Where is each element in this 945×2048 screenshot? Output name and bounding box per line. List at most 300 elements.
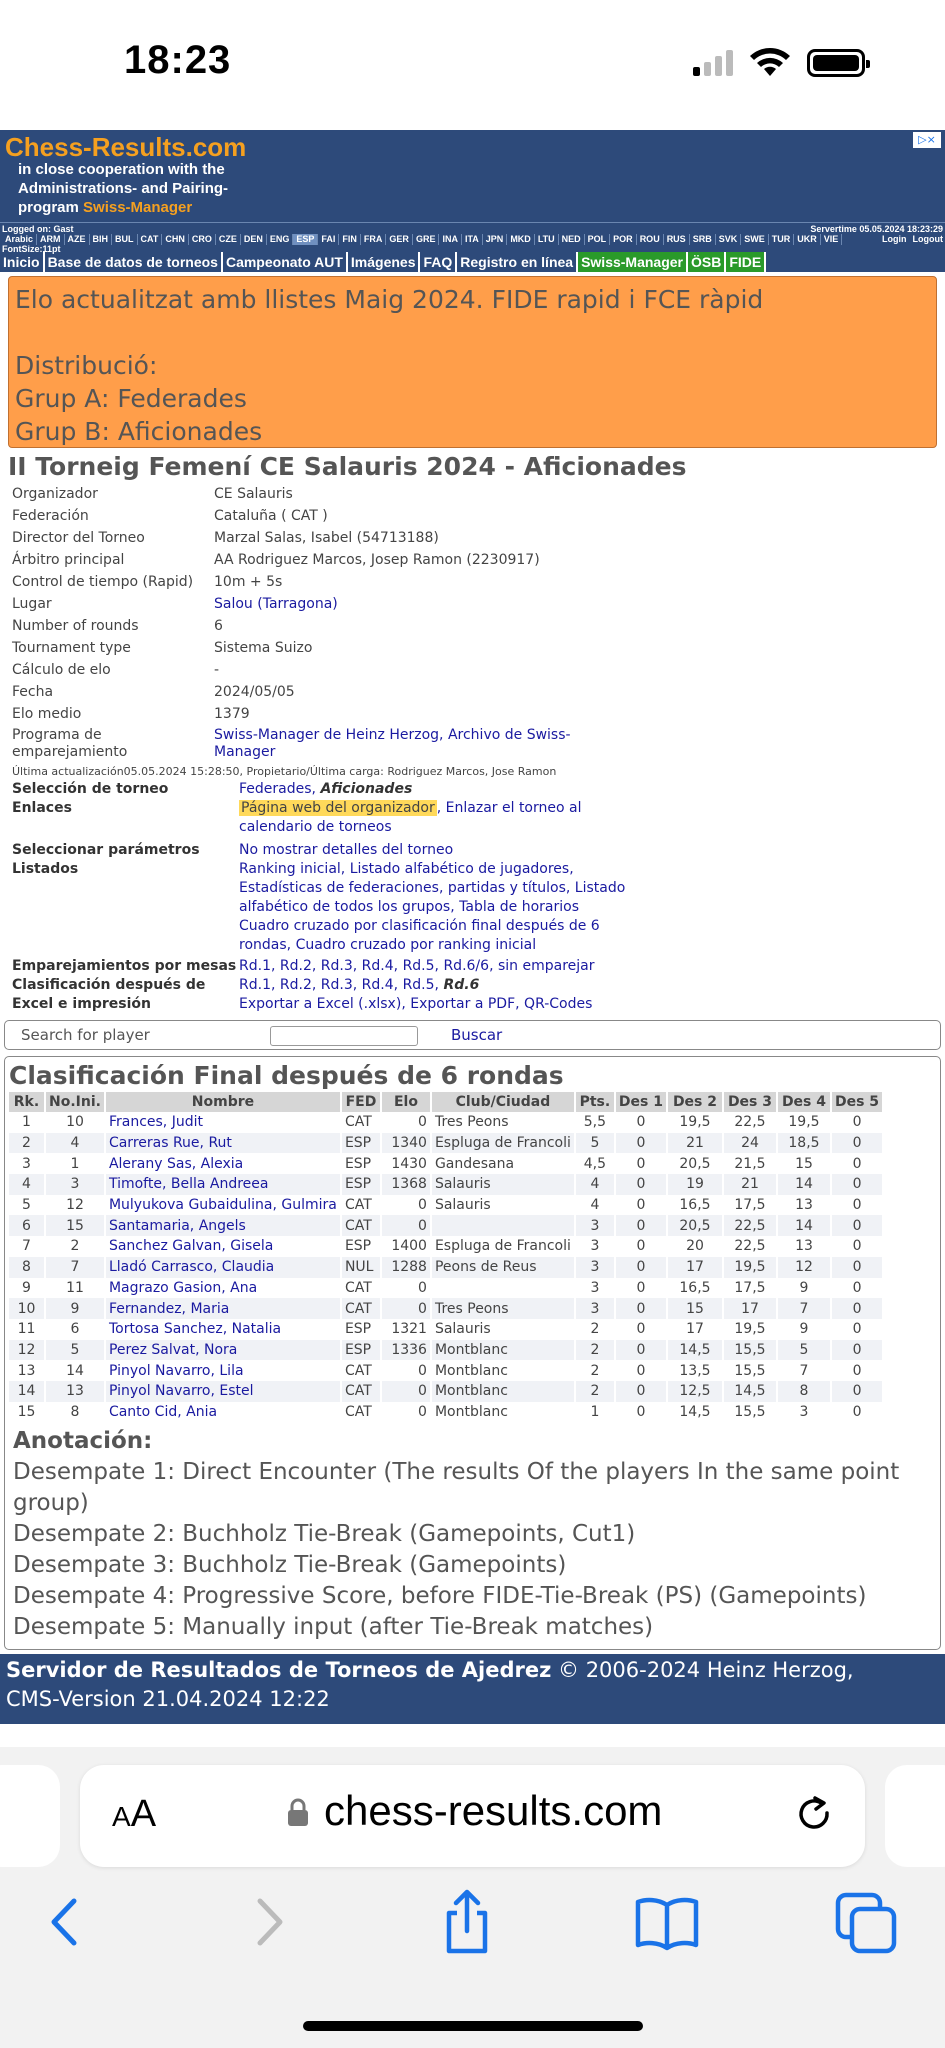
table-cell: 12,5 <box>667 1381 723 1402</box>
info-value: Cataluña ( CAT ) <box>214 508 328 524</box>
bookmarks-icon[interactable] <box>632 1887 702 1957</box>
table-cell: 1288 <box>381 1257 431 1278</box>
table-cell: 16,5 <box>667 1278 723 1299</box>
initial-ranking-link[interactable]: Ranking inicial <box>239 861 341 877</box>
login-link[interactable]: Login <box>882 234 907 244</box>
standings-round-link[interactable]: Rd.4 <box>361 977 394 993</box>
column-header: Nombre <box>105 1092 341 1112</box>
ad-choices-icon[interactable]: ▷× <box>913 132 941 148</box>
table-cell: 7 <box>777 1360 831 1381</box>
nav-item-4[interactable]: FAQ <box>420 252 457 272</box>
table-cell: 21,5 <box>723 1153 777 1174</box>
info-value: 6 <box>214 618 223 634</box>
table-row <box>9 1257 883 1278</box>
search-button[interactable]: Buscar <box>451 1026 503 1044</box>
table-cell: Salauris <box>431 1174 575 1195</box>
info-label: Lugar <box>12 596 52 612</box>
player-name-link[interactable]: Timofte, Bella Andreea <box>105 1174 341 1195</box>
info-value: - <box>214 662 220 678</box>
table-cell: 1321 <box>381 1319 431 1340</box>
standings-round-link[interactable]: Rd.5 <box>402 977 435 993</box>
info-value: Sistema Suizo <box>214 640 313 656</box>
info-row <box>8 615 945 637</box>
table-cell: 0 <box>831 1195 883 1216</box>
table-cell: 10 <box>9 1298 45 1319</box>
tiebreak-line: Desempate 1: Direct Encounter (The results Of the players In the same point group) <box>13 1459 900 1517</box>
table-cell: 0 <box>831 1340 883 1361</box>
export-link[interactable]: Exportar a Excel (.xlsx) <box>239 996 402 1012</box>
table-cell: 3 <box>575 1215 615 1236</box>
language-chn[interactable]: CHN <box>162 234 189 245</box>
tournament-details <box>8 483 945 763</box>
table-cell: Espluga de Francoli <box>431 1133 575 1154</box>
table-cell: 14 <box>45 1360 105 1381</box>
export-link[interactable]: QR-Codes <box>524 996 593 1012</box>
table-row <box>9 1215 883 1236</box>
table-cell: 2 <box>575 1381 615 1402</box>
back-icon[interactable] <box>32 1887 102 1957</box>
table-cell: 9 <box>45 1298 105 1319</box>
table-cell: 0 <box>831 1319 883 1340</box>
nav-green-item-1[interactable]: ÖSB <box>688 252 726 272</box>
crosstable-final-link[interactable]: Cuadro cruzado por clasificación final después de 6 <box>239 918 600 934</box>
table-cell: 14,5 <box>723 1381 777 1402</box>
language-vie[interactable]: VIE <box>821 234 843 245</box>
crosstable-initial-link[interactable]: Cuadro cruzado por ranking inicial <box>295 937 537 953</box>
venue-link[interactable]: Salou (Tarragona) <box>214 596 338 612</box>
table-cell: 14,5 <box>667 1340 723 1361</box>
pairing-round-link[interactable]: Rd.1 <box>239 958 271 974</box>
nav-item-5[interactable]: Registro en línea <box>457 252 578 272</box>
column-header: Pts. <box>575 1092 615 1112</box>
table-cell: 0 <box>381 1195 431 1216</box>
table-cell: 6 <box>45 1319 105 1340</box>
player-name-link[interactable]: Tortosa Sanchez, Natalia <box>105 1319 341 1340</box>
table-cell: 14,5 <box>667 1402 723 1423</box>
table-cell: Tres Peons <box>431 1112 575 1133</box>
table-cell: 21 <box>723 1174 777 1195</box>
pairings-row: Emparejamientos por mesas Rd.1, Rd.2, Rd.3, Rd.4, Rd.5, Rd.6/6, sin emparejar <box>12 958 595 974</box>
table-cell: 17 <box>667 1257 723 1278</box>
language-jpn[interactable]: JPN <box>483 234 508 245</box>
table-cell: Salauris <box>431 1195 575 1216</box>
table-cell: 13 <box>777 1236 831 1257</box>
table-cell: 13,5 <box>667 1360 723 1381</box>
table-cell: 15 <box>667 1298 723 1319</box>
lists-row: Listados Ranking inicial, Listado alfabético de jugadores, Estadísticas de federaciones, partidas y títulos, Listado alfabético de todos los grupos, Tabla de horarios Cuadro cruzado por clasificación final después de 6 rondas, Cuadro cruzado por ranking inicial <box>12 860 945 955</box>
language-bar <box>2 234 842 245</box>
table-cell: ESP <box>341 1319 381 1340</box>
language-cro[interactable]: CRO <box>189 234 216 245</box>
language-rus[interactable]: RUS <box>664 234 690 245</box>
table-cell: Montblanc <box>431 1360 575 1381</box>
pairing-round-link[interactable]: Rd.6/6 <box>443 958 490 974</box>
web-page <box>0 130 945 1747</box>
table-cell: 0 <box>381 1112 431 1133</box>
table-cell: 0 <box>615 1153 667 1174</box>
table-cell: 3 <box>575 1236 615 1257</box>
table-cell: 15,5 <box>723 1340 777 1361</box>
column-header: Elo <box>381 1092 431 1112</box>
player-name-link[interactable]: Lladó Carrasco, Claudia <box>105 1257 341 1278</box>
table-cell: 0 <box>615 1278 667 1299</box>
table-cell: 0 <box>381 1215 431 1236</box>
table-cell: 0 <box>831 1236 883 1257</box>
table-cell: 2 <box>45 1236 105 1257</box>
language-aze[interactable]: AZE <box>65 234 90 245</box>
language-por[interactable]: POR <box>610 234 637 245</box>
table-cell: 2 <box>575 1319 615 1340</box>
standings-after-row: Clasificación después de Rd.1, Rd.2, Rd.3, Rd.4, Rd.5, Rd.6 <box>12 977 480 993</box>
table-row <box>9 1278 883 1299</box>
table-cell: 3 <box>575 1257 615 1278</box>
pairing-round-link[interactable]: Rd.4 <box>361 958 394 974</box>
table-cell: 0 <box>615 1133 667 1154</box>
table-cell: 0 <box>615 1195 667 1216</box>
table-cell: Montblanc <box>431 1381 575 1402</box>
table-cell: 19 <box>667 1174 723 1195</box>
forward-icon[interactable] <box>232 1887 302 1957</box>
info-value: 2024/05/05 <box>214 684 295 700</box>
column-header: FED <box>341 1092 381 1112</box>
table-cell: 1340 <box>381 1133 431 1154</box>
column-header: Des 3 <box>723 1092 777 1112</box>
table-cell: 10 <box>45 1112 105 1133</box>
player-name-link[interactable]: Santamaria, Angels <box>105 1215 341 1236</box>
reload-icon[interactable] <box>795 1795 835 1837</box>
table-cell: 5 <box>777 1340 831 1361</box>
info-row <box>8 681 945 703</box>
standings-title: Clasificación Final después de 6 rondas <box>9 1061 564 1090</box>
table-row <box>9 1381 883 1402</box>
table-cell: 0 <box>381 1298 431 1319</box>
tournament-title: II Torneig Femení CE Salauris 2024 - Aficionades <box>8 452 687 481</box>
schedule-link[interactable]: Tabla de horarios <box>459 899 579 915</box>
links-row: Enlaces Página web del organizador , Enlazar el torneo al calendario de torneos <box>12 800 582 835</box>
status-bar <box>0 0 945 130</box>
table-cell: 1400 <box>381 1236 431 1257</box>
table-cell: 15 <box>9 1402 45 1423</box>
table-cell: Montblanc <box>431 1402 575 1423</box>
table-cell: 17 <box>667 1319 723 1340</box>
table-cell: 3 <box>575 1278 615 1299</box>
alpha-groups-link[interactable]: Listado <box>574 880 626 896</box>
wifi-icon <box>749 48 791 78</box>
language-eng[interactable]: ENG <box>267 234 294 245</box>
table-cell: 11 <box>45 1278 105 1299</box>
table-row <box>9 1133 883 1154</box>
player-name-link[interactable]: Mulyukova Gubaidulina, Gulmira <box>105 1195 341 1216</box>
previous-tab-preview[interactable] <box>0 1765 60 1867</box>
info-label: Number of rounds <box>12 618 139 634</box>
table-cell: 14 <box>777 1174 831 1195</box>
table-cell: 0 <box>615 1381 667 1402</box>
federation-stats-link[interactable]: Estadísticas de federaciones, partidas y títulos <box>239 880 566 896</box>
logged-on-text: Logged on: Gast <box>2 224 74 234</box>
table-cell: 0 <box>615 1257 667 1278</box>
language-ukr[interactable]: UKR <box>794 234 821 245</box>
tabs-icon[interactable] <box>832 1887 902 1957</box>
pairing-round-link[interactable]: Rd.3 <box>320 958 353 974</box>
language-pol[interactable]: POL <box>585 234 611 245</box>
language-esp[interactable]: ESP <box>293 234 318 245</box>
annotation-heading: Anotación: <box>13 1428 153 1455</box>
info-row <box>8 703 945 725</box>
site-logo[interactable]: Chess-Results.com <box>5 132 247 162</box>
table-cell: 2 <box>9 1133 45 1154</box>
table-row <box>9 1402 883 1423</box>
info-value: Marzal Salas, Isabel (54713188) <box>214 530 439 546</box>
table-row <box>9 1360 883 1381</box>
info-value: 1379 <box>214 706 250 722</box>
nav-green-item-0[interactable]: Swiss-Manager <box>578 252 688 272</box>
column-header: Des 2 <box>667 1092 723 1112</box>
address-bar[interactable] <box>80 1765 865 1867</box>
player-name-link[interactable]: Sanchez Galvan, Gisela <box>105 1236 341 1257</box>
table-row <box>9 1174 883 1195</box>
table-cell: 18,5 <box>777 1133 831 1154</box>
main-navigation <box>0 252 945 272</box>
column-header: No.Ini. <box>45 1092 105 1112</box>
table-cell: 19,5 <box>667 1112 723 1133</box>
player-name-link[interactable]: Frances, Judit <box>105 1112 341 1133</box>
table-row <box>9 1298 883 1319</box>
player-name-link[interactable]: Fernandez, Maria <box>105 1298 341 1319</box>
language-den[interactable]: DEN <box>241 234 267 245</box>
table-cell: 0 <box>615 1360 667 1381</box>
table-cell: 0 <box>381 1381 431 1402</box>
language-fin[interactable]: FIN <box>339 234 361 245</box>
info-row <box>8 505 945 527</box>
table-cell: 19,5 <box>723 1257 777 1278</box>
player-name-link[interactable]: Perez Salvat, Nora <box>105 1340 341 1361</box>
info-row <box>8 527 945 549</box>
table-cell: 0 <box>831 1153 883 1174</box>
table-cell: 0 <box>381 1278 431 1299</box>
player-name-link[interactable]: Carreras Rue, Rut <box>105 1133 341 1154</box>
table-cell: 0 <box>831 1174 883 1195</box>
nav-item-1[interactable]: Base de datos de torneos <box>45 252 223 272</box>
table-cell: 20 <box>667 1236 723 1257</box>
unpaired-link[interactable]: sin emparejar <box>497 958 595 974</box>
organizer-website-link[interactable]: Página web del organizador <box>241 800 435 816</box>
table-row <box>9 1153 883 1174</box>
table-cell: 13 <box>45 1381 105 1402</box>
player-name-link[interactable]: Magrazo Gasion, Ana <box>105 1278 341 1299</box>
table-cell: 7 <box>9 1236 45 1257</box>
lock-icon <box>287 1797 309 1827</box>
last-update-text: Última actualización05.05.2024 15:28:50, Propietario/Última carga: Rodriguez Marcos, Jose Ramon <box>12 765 557 778</box>
alpha-players-link[interactable]: Listado alfabético de jugadores <box>349 861 570 877</box>
info-label: Cálculo de elo <box>12 662 111 678</box>
table-cell: CAT <box>341 1112 381 1133</box>
fontsize-text[interactable]: FontSize:11pt <box>2 244 61 254</box>
table-cell: 15,5 <box>723 1360 777 1381</box>
nav-item-2[interactable]: Campeonato AUT <box>223 252 348 272</box>
player-name-link[interactable]: Alerany Sas, Alexia <box>105 1153 341 1174</box>
table-cell: 0 <box>831 1298 883 1319</box>
info-value: CE Salauris <box>214 486 293 502</box>
site-banner[interactable] <box>0 130 945 222</box>
table-cell: 3 <box>777 1402 831 1423</box>
language-svk[interactable]: SVK <box>716 234 742 245</box>
tiebreak-line: Desempate 2: Buchholz Tie-Break (Gamepoints, Cut1) <box>13 1521 636 1548</box>
table-cell: 1 <box>9 1112 45 1133</box>
table-cell: 0 <box>615 1236 667 1257</box>
params-row: Seleccionar parámetros No mostrar detalles del torneo <box>12 841 945 860</box>
standings-round-link[interactable]: Rd.2 <box>279 977 312 993</box>
table-cell: 8 <box>45 1402 105 1423</box>
table-cell: CAT <box>341 1278 381 1299</box>
export-link[interactable]: Exportar a PDF <box>410 996 516 1012</box>
column-header: Des 1 <box>615 1092 667 1112</box>
table-cell: Montblanc <box>431 1340 575 1361</box>
table-cell: Tres Peons <box>431 1298 575 1319</box>
servertime-text: Servertime 05.05.2024 18:23:29 <box>810 224 943 234</box>
table-cell: 0 <box>831 1133 883 1154</box>
aficionades-current: Aficionades <box>320 781 413 797</box>
language-fai[interactable]: FAI <box>318 234 339 245</box>
table-cell: ESP <box>341 1174 381 1195</box>
table-cell: 8 <box>9 1257 45 1278</box>
language-ina[interactable]: INA <box>439 234 462 245</box>
table-cell: 0 <box>831 1381 883 1402</box>
table-cell: CAT <box>341 1381 381 1402</box>
table-cell: 4 <box>9 1174 45 1195</box>
table-cell: 20,5 <box>667 1153 723 1174</box>
logout-link[interactable]: Logout <box>912 234 943 244</box>
next-tab-preview[interactable] <box>885 1765 945 1867</box>
table-cell: 17,5 <box>723 1278 777 1299</box>
nav-green-item-2[interactable]: FIDE <box>726 252 766 272</box>
status-icons <box>693 48 865 78</box>
language-srb[interactable]: SRB <box>690 234 716 245</box>
table-cell: 0 <box>615 1319 667 1340</box>
swiss-manager-file-link[interactable]: Archivo de Swiss- <box>447 727 571 743</box>
table-cell: 0 <box>381 1360 431 1381</box>
language-ltu[interactable]: LTU <box>535 234 559 245</box>
table-cell: 4 <box>575 1195 615 1216</box>
table-cell: 9 <box>777 1319 831 1340</box>
language-mkd[interactable]: MKD <box>507 234 535 245</box>
language-arabic[interactable]: Arabic <box>2 234 37 245</box>
table-cell: 6 <box>9 1215 45 1236</box>
nav-item-3[interactable]: Imágenes <box>348 252 421 272</box>
table-row <box>9 1340 883 1361</box>
table-cell: 0 <box>831 1360 883 1381</box>
pairing-round-link[interactable]: Rd.5 <box>402 958 435 974</box>
table-cell: 4 <box>45 1133 105 1154</box>
page-footer: Servidor de Resultados de Torneos de Ajedrez © 2006-2024 Heinz Herzog, CMS-Version 21.04.2024 12:22 <box>0 1654 945 1724</box>
swiss-manager-link[interactable]: Swiss-Manager de Heinz Herzog <box>214 727 440 743</box>
table-cell: 5 <box>9 1195 45 1216</box>
table-cell: CAT <box>341 1298 381 1319</box>
player-name-link[interactable]: Pinyol Navarro, Lila <box>105 1360 341 1381</box>
federades-link[interactable]: Federades <box>239 781 312 797</box>
info-value: AA Rodriguez Marcos, Josep Ramon (2230917) <box>214 552 540 568</box>
table-cell: ESP <box>341 1236 381 1257</box>
pairing-round-link[interactable]: Rd.2 <box>279 958 312 974</box>
table-cell: NUL <box>341 1257 381 1278</box>
language-cze[interactable]: CZE <box>216 234 241 245</box>
page-settings-button[interactable]: AA <box>112 1793 157 1835</box>
table-cell: 0 <box>831 1215 883 1236</box>
info-label: Organizador <box>12 486 98 502</box>
share-icon[interactable] <box>432 1887 502 1957</box>
standings-round-link[interactable]: Rd.3 <box>320 977 353 993</box>
nav-item-0[interactable]: Inicio <box>0 252 45 272</box>
standings-round-current: Rd.6 <box>443 977 480 993</box>
table-cell: 5,5 <box>575 1112 615 1133</box>
banner-subtitle: in close cooperation with the Administrations- and Pairing- program Swiss-Manager <box>18 161 229 216</box>
standings-round-link[interactable]: Rd.1 <box>239 977 271 993</box>
language-bih[interactable]: BIH <box>90 234 113 245</box>
table-cell: 3 <box>9 1153 45 1174</box>
language-cat[interactable]: CAT <box>138 234 163 245</box>
table-cell: ESP <box>341 1133 381 1154</box>
search-input[interactable] <box>270 1026 418 1046</box>
table-row <box>9 1195 883 1216</box>
table-cell: 7 <box>45 1257 105 1278</box>
table-cell: 1430 <box>381 1153 431 1174</box>
hide-details-link[interactable]: No mostrar detalles del torneo <box>239 842 454 858</box>
status-time: 18:23 <box>124 38 232 82</box>
table-cell: 13 <box>9 1360 45 1381</box>
table-cell: 19,5 <box>723 1319 777 1340</box>
language-arm[interactable]: ARM <box>37 234 65 245</box>
table-cell: 13 <box>777 1195 831 1216</box>
home-indicator <box>303 2021 643 2031</box>
language-fra[interactable]: FRA <box>361 234 387 245</box>
table-cell: 0 <box>381 1402 431 1423</box>
table-cell: 12 <box>9 1340 45 1361</box>
info-row <box>8 637 945 659</box>
top-info-bar <box>0 222 945 252</box>
browser-chrome <box>0 1747 945 2048</box>
table-cell: 15,5 <box>723 1402 777 1423</box>
language-ita[interactable]: ITA <box>462 234 483 245</box>
language-ger[interactable]: GER <box>386 234 413 245</box>
table-cell: 11 <box>9 1319 45 1340</box>
language-ned[interactable]: NED <box>559 234 585 245</box>
table-cell: CAT <box>341 1195 381 1216</box>
info-row <box>8 483 945 505</box>
export-row: Excel e impresión Exportar a Excel (.xlsx), Exportar a PDF, QR-Codes <box>12 996 593 1012</box>
info-label: Director del Torneo <box>12 530 145 546</box>
search-label: Search for player <box>21 1026 150 1044</box>
table-cell: 24 <box>723 1133 777 1154</box>
table-cell: 2 <box>575 1340 615 1361</box>
tiebreak-line: Desempate 4: Progressive Score, before FIDE-Tie-Break (PS) (Gamepoints) <box>13 1583 867 1610</box>
calendar-link[interactable]: Enlazar el torneo al <box>445 800 582 816</box>
table-cell: 0 <box>615 1402 667 1423</box>
table-cell: 4,5 <box>575 1153 615 1174</box>
tiebreak-line: Desempate 5: Manually input (after Tie-Break matches) <box>13 1614 654 1641</box>
url-text[interactable]: chess-results.com <box>324 1787 663 1834</box>
language-gre[interactable]: GRE <box>413 234 440 245</box>
player-name-link[interactable]: Canto Cid, Ania <box>105 1402 341 1423</box>
language-tur[interactable]: TUR <box>769 234 795 245</box>
player-name-link[interactable]: Pinyol Navarro, Estel <box>105 1381 341 1402</box>
table-cell: 0 <box>831 1402 883 1423</box>
table-cell: CAT <box>341 1215 381 1236</box>
table-cell: 17 <box>723 1298 777 1319</box>
language-rou[interactable]: ROU <box>637 234 664 245</box>
language-bul[interactable]: BUL <box>112 234 138 245</box>
table-cell: Espluga de Francoli <box>431 1236 575 1257</box>
table-cell: 1 <box>575 1402 615 1423</box>
language-swe[interactable]: SWE <box>741 234 769 245</box>
